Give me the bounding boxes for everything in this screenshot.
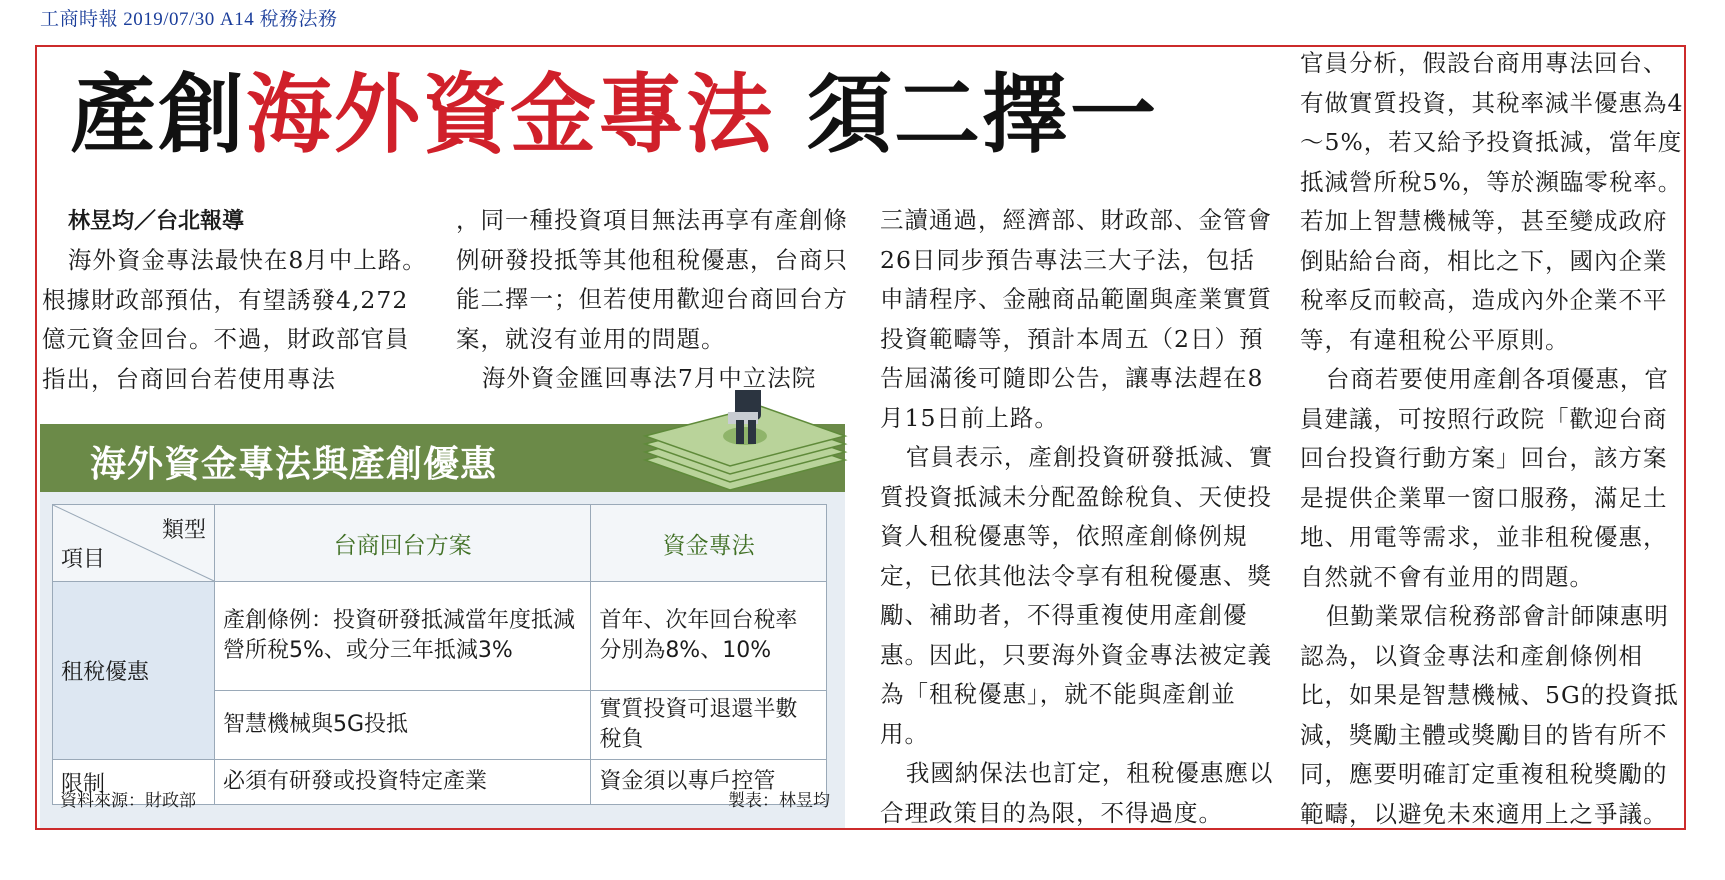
col4-para-2: 台商若要使用產創各項優惠，官員建議，可按照行政院「歡迎台商回台投資行動方案」回台，該方案是提供企業單一窗口服務，滿足土地、用電等需求，並非租稅優惠，自然就不會有並用的問題。 [1300, 365, 1669, 591]
col3-para-1: 三讀通過，經濟部、財政部、金管會26日同步預告專法三大子法，包括申請程序、金融商品範圍與產業實質投資範疇等，預計本周五（2日）預告屆滿後可隨即公告，讓專法趕在8月15日前上路。 [880, 206, 1272, 432]
column-4 [1300, 44, 1688, 834]
col4-para-1: 官員分析，假設台商用專法回台、有做實質投資，其稅率減半優惠為4～5%，若又給予投資抵減，當年度抵減營所稅5%，等於瀕臨零稅率。若加上智慧機械等，甚至變成政府倒貼給台商，相比之下，國內企業稅率反而較高，造成內外企業不平等，有違租稅公平原則。 [1300, 49, 1684, 354]
note-source: 資料來源：財政部 [60, 791, 196, 811]
col3-para-2: 官員表示，產創投資研發抵減、實質投資抵減未分配盈餘稅負、天使投資人租稅優惠等，依照產創條例規定，已依其他法令享有租稅優惠、獎勵、補助者，不得重複使用產創優惠。因此，只要海外資金專法被定義為「租稅優惠」，就不能與產創並用。 [880, 443, 1274, 748]
col4-para-3: 但勤業眾信稅務部會計師陳惠明認為，以資金專法和產創條例相比，如果是智慧機械、5G的投資抵減，獎勵主體或獎勵目的皆有所不同，應要明確訂定重複租稅獎勵的範疇，以避免未來適用上之爭議。 [1300, 602, 1679, 828]
cell-limit-a: 必須有研發或投資特定產業 [215, 760, 591, 805]
headline-part1: 產創 [70, 65, 246, 165]
cell-tax-b2: 實質投資可退還半數稅負 [591, 691, 827, 760]
cell-tax-a2: 智慧機械與5G投抵 [215, 691, 591, 760]
col2-para-1: ，同一種投資項目無法再享有產創條例研發投抵等其他租稅優惠，台商只能二擇一；但若使用歡迎台商回台方案，就沒有並用的問題。 [456, 206, 848, 353]
column-2 [456, 201, 850, 399]
table-corner [53, 505, 215, 582]
column-3 [880, 201, 1275, 833]
comparison-table [52, 504, 827, 805]
header-col-a: 台商回台方案 [215, 505, 591, 582]
corner-type-label: 類型 [161, 518, 206, 543]
cell-tax-b1: 首年、次年回台稅率分別為8%、10% [591, 582, 827, 691]
corner-item-label: 項目 [61, 547, 106, 572]
headline-part3: 須二擇一 [774, 65, 1158, 165]
col2-para-2: 海外資金匯回專法7月中立法院 [481, 364, 817, 392]
note-maker: 製表：林昱均 [728, 791, 830, 811]
headline-part2: 海外資金專法 [246, 65, 774, 165]
col1-para: 海外資金專法最快在8月中上路。根據財政部預估，有望誘發4,272億元資金回台。不過，財政部官員指出，台商回台若使用專法 [42, 246, 427, 393]
header-col-b: 資金專法 [591, 505, 827, 582]
cell-tax-a1: 產創條例：投資研發抵減當年度抵減營所稅5%、或分三年抵減3% [215, 582, 591, 691]
col3-para-3: 我國納保法也訂定，租稅優惠應以合理政策目的為限，不得過度。 [880, 759, 1274, 827]
byline: 林昱均／台北報導 [68, 209, 245, 234]
row-label-tax: 租稅優惠 [53, 582, 215, 760]
row-label-limit: 限制 [53, 760, 215, 805]
column-1 [42, 241, 427, 399]
cell-limit-b: 資金須以專戶控管 [591, 760, 827, 805]
source-line: 工商時報 2019/07/30 A14 稅務法務 [40, 9, 338, 30]
headline [70, 65, 1158, 165]
table-title: 海外資金專法與產創優惠 [90, 444, 498, 485]
money-stack-businessman-icon [640, 390, 850, 502]
